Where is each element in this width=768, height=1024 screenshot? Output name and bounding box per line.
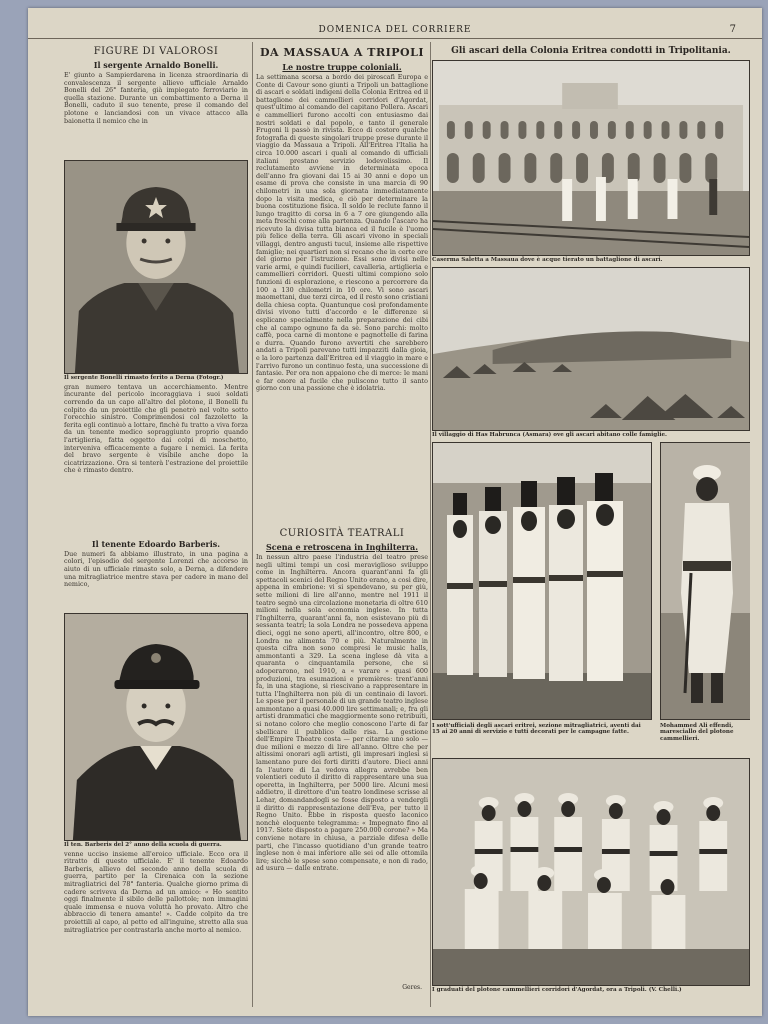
photo-village [432, 267, 750, 431]
photo-caption: Caserma Saletta a Massaua dove è acque tierato un battaglione di ascari. [432, 257, 663, 263]
photo-caption: Il villaggio di Has Habrunca (Asmara) ove gli ascari abitano colle famiglie. [432, 431, 667, 438]
section-title: CURIOSITÀ TEATRALI [279, 528, 405, 539]
photo-caserma-saletta [432, 60, 750, 256]
column-da-massaua-a-tripoli [256, 42, 428, 1012]
article-subtitle: Il sergente Arnaldo Bonelli. [93, 60, 219, 70]
portrait-barberis [64, 613, 248, 841]
column-rule [430, 42, 431, 1007]
newspaper-page [28, 8, 762, 1016]
section-title: DA MASSAUA A TRIPOLI [260, 46, 424, 59]
photo-spread-title: Gli ascari della Colonia Eritrea condotti in Tripolitania. [451, 46, 731, 56]
article-text: Due numeri fa abbiamo illustrato, in una pagina a colori, l'episodio del sergente Lorenzi che accorso in aiuto di un ufficiale rimasto solo, a Derna, a difendere una mitragliatrice mentre stava per cadere in mano del nemico, [64, 550, 248, 589]
photo-sottufficiali [432, 442, 652, 720]
article-text: E' giunto a Sampierdarena in licenza straordinaria di convalescenza il sergente allievo ufficiale Arnaldo Bonelli del 26° fanteria, già impiegato ferroviario in quella stazione. Durante un combattimento a Derna il Bonelli, caduto il suo tenente, prese il comando del plotone e lanciandosi con un vivace attacco alla baionetta il nemico che in [64, 72, 248, 125]
article-text: venne ucciso insieme all'eroico ufficiale. Ecco ora il ritratto di questo ufficiale. E' il tenente Edoardo Barberis, allievo del secondo anno della scuola di guerra, partito per la Cirenaica con la sezione mitragliatrici del 78° fanteria. Qualche giorno prima di cadere scriveva da Derna ad un amico: « Ho sentito oggi finalmente il sibilo delle pallottole; non immagini quale immensa e nuova voluttà ho provato. Altro che abbraccio di tenera amante! ». Cadde colpito da tre proiettili al capo, al petto ed all'inguine, stretto alla sua mitragliatrice per contrastarla anche morto al nemico. [64, 850, 248, 934]
photo-caption: I sott'ufficiali degli ascari eritrei, sezione mitragliatrici, aventi dai 15 ai 20 anni di servizio e tutti decorati per le campagne fatte. [432, 722, 641, 736]
photo-row [432, 442, 750, 758]
page-number: 7 [729, 24, 736, 35]
photo-caption: Mohammed Ali effendi, maresciallo del plotone cammellieri. [660, 722, 734, 743]
column-rule [252, 42, 253, 1007]
article-text: La settimana scorsa a bordo dei piroscafi Europa e Conte di Cavour sono giunti a Tripoli un battaglione di ascari e soldati indigeni della Colonia Eritrea ed il battaglione dei cammellieri corridori d'Agordat, quest'ultimo al comando del capitano Pollera. Ascari e cammellieri furono accolti con entusiasmo dai nostri soldati e dal popolo, e tanto il generale Frugoni li passò in rivista. Ecco di costoro qualche fotografia di queste singolari truppe prese durante il viaggio da Massaua a Tripoli. All'Eritrea l'Italia ha circa 10.000 ascari i quali al comando di ufficiali italiani prestano servizio lodevolissimo. Il reclutamento avviene in determinata epoca dell'anno fra giovani dai 15 ai 30 anni e dopo un esame di prova che consiste in una marcia di 90 chilometri in una sola giornata immediatamente dopo la visita medica, e ciò per determinare la buona costituzione fisica. Il soldo le reclute fanno il lungo tragitto di corsa in 6 a 7 ore giungendo alla meta freschi come alla partenza. Quando l'ascaro ha ricevuto la divisa tutta bianca ed il fucile è l'uomo più felice della terra. Gli ascari vivono in speciali villaggi, dentro angusti tucul, insieme alle rispettive famiglie; nei quartieri non si recano che in certe ore del giorno per l'istruzione. Essi sono divisi nelle varie armi, e quindi fucilieri, cavalleria, artiglieria e cammellieri corridori. Questi ultimi compiono solo funzioni di esplorazione, e riescono a percorrere da 100 a 130 chilometri in 10 ore. Vi sono ascari maomettani, due terzi circa, ed il resto sono cristiani della chiesa copta. Quantunque così profondamente divisi vivono tutti d'accordo e le differenze si esplicano specialmente nella preparazione dei cibi che al campo ognuno fa da sè. Sono parchi: molto caffè, poca carne di montone e pagnottelle di farina e durra. Quando furono avvertiti che sarebbero andati a Tripoli parevano tutti impazziti dalla gioia, e la loro partenza dall'Eritrea ed il viaggio in mare e l'arrivo furono un continuo festa, una successione di fantasie. Per ora non appaiono che di merce: le mani e far onore al fucile che puliscono tutto il santo giorno con una passione che è idolatria. [256, 74, 428, 393]
article-text: In nessun altro paese l'industria del teatro prese negli ultimi tempi un così meraviglioso sviluppo come in Inghilterra. Ancora quarant'anni fa gli spettacoli scenici del Regno Unito erano, a così dire, appena in embrione: vi si spendevano, su per giù, sette milioni di lire all'anno, mentre nel 1911 il teatro segnò una circolazione monetaria di oltre 610 milioni nella sola economia inglese. In tutta l'Inghilterra, quarant'anni fa, non esistevano più di sessanta teatri; la sola Londra ne possedeva appena dieci, oggi ne sono aperti, all'incontro, oltre 800, e Londra ne alimenta 70 e più. Naturalmente in questa cifra non sono compresi le music halls, ammontanti a 329. La scena inglese dà vita a quaranta o cinquantamila persone, che si adoperarono, nel 1910, a « varare » quasi 600 produzioni, tra esumazioni e premières: trent'anni fa, in una stagione, si riescivano a rappresentare in tutta l'Inghilterra non più di un centinaio di lavori. Le spese per il personale di un grande teatro inglese ammontano a quasi 40.000 lire settimanali; e, fra gli artisti drammatici che maggiormente sono retribuiti, si notano coloro che meglio conoscono l'arte di far sbellicare il pubblico dalle risa. La gestione dell'Empire Theatre costa — per citarne uno solo — due milioni e mezzo di lire all'anno. Oltre che per altissimi onorari agli artisti, gli impresari inglesi si lamentano pure dei forti diritti d'autore. Dieci anni fa l'autore di La vedova allegra avrebbe ben volentieri ceduto il diritto di rappresentare una sua operetta, in Inghilterra, per 5000 lire. Alcuni mesi addietro, il direttore d'un teatro londinese scrisse al Lehar, domandandogli se fosse disposto a vendergli il diritto di rappresentazione dell'Eva, per tutto il Regno Unito. Ebbe in risposta questo laconico nonchè eloquente telegramma: « Impegnato fino al 1917. Siete disposto a pagare 250.000 corone? » Ma conviene notare in chiusa, a parziale difesa delle parti, che l'incasso quotidiano d'un grande teatro inglese non è mai inferiore alle sei od alle ottomila lire; sicchè le spese sono compensate, e non di rado, ad usura — dalle entrate. [256, 554, 428, 873]
article-subtitle: Le nostre truppe coloniali. [282, 62, 402, 72]
photo-caption: Il sergente Bonelli rimasto ferito a Derna (Fotogr.) [64, 375, 224, 381]
article-text: gran numero tentava un accerchiamento. Mentre incurante del pericolo incoraggiava i suoi soldati correndo da un capo all'altro del plotone, il Bonelli fu colpito da un proiettile che gli penetrò nel volto sotto l'orecchio sinistro. Comprimendosi col fazzoletto la ferita egli continuò a lottare, finchè fu tratto a viva forza da un tenente medico sopraggiunto proprio quando l'artiglieria, fatta oggetto dai colpi di moschetto, interveniva efficacemente a fugare i nemici. La ferita del bravo sergente è visibile anche dopo la cicatrizzazione. Ora si tenterà l'estrazione del proiettile che è rimasto dentro. [64, 383, 248, 475]
photo-graduati-cammellieri [432, 758, 750, 986]
column-figure-di-valorosi [64, 42, 248, 1012]
publication-name: DOMENICA DEL CORRIERE [318, 25, 472, 35]
photo-caption: I graduati del plotone cammellieri corridori d'Agordat, ora a Tripoli. (V. Chelli.) [432, 986, 682, 993]
photo-mohammed-ali [660, 442, 750, 720]
column-ascari-photos [432, 42, 750, 1012]
article-subtitle: Il tenente Edoardo Barberis. [91, 538, 221, 549]
article-subtitle: Scena e retroscena in Inghilterra. [265, 542, 419, 552]
section-title: FIGURE DI VALOROSI [93, 46, 219, 57]
photo-caption: Il ten. Barberis del 2° anno della scuola di guerra. [64, 841, 222, 848]
portrait-bonelli [64, 160, 248, 374]
signature: Geres. [402, 984, 422, 991]
running-header [28, 22, 762, 39]
